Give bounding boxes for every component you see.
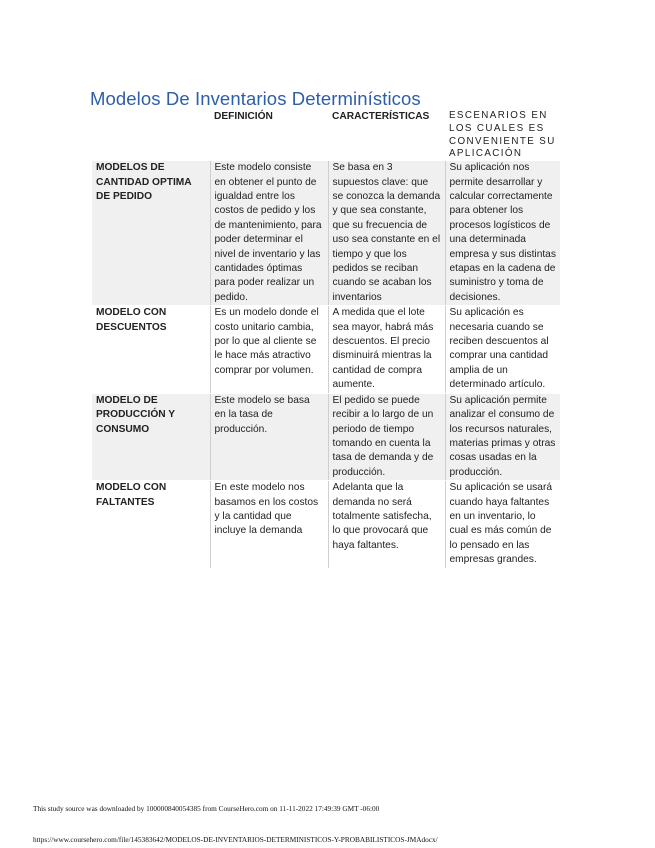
model-scenarios: Su aplicación permite analizar el consumo de los recursos naturales, materias primas y otras cosas usadas en la producción. (445, 393, 560, 480)
model-definition: Este modelo se basa en la tasa de producción. (210, 393, 328, 480)
table-row (92, 393, 560, 480)
model-name: MODELO CON DESCUENTOS (92, 306, 210, 393)
model-characteristics: A medida que el lote sea mayor, habrá más descuentos. El precio disminuirá mientras la cantidad de compra aumente. (328, 306, 445, 393)
model-name: MODELO DE PRODUCCIÓN Y CONSUMO (92, 393, 210, 480)
model-name: MODELO CON FALTANTES (92, 481, 210, 568)
document-title: Modelos De Inventarios Determinísticos (90, 88, 421, 109)
model-definition: En este modelo nos basamos en los costos y la cantidad que incluye la demanda (210, 481, 328, 568)
table-row (92, 161, 560, 306)
source-url: https://www.coursehero.com/file/145383642/MODELOS-DE-INVENTARIOS-DETERMINISTICOS-Y-PROBABILISTICOS-JMAdocx/ (33, 835, 438, 844)
header-definition: DEFINICIÓN (214, 111, 273, 122)
model-definition: Es un modelo donde el costo unitario cambia, por lo que al cliente se le hace más atractivo comprar por volumen. (210, 306, 328, 393)
model-characteristics: Se basa en 3 supuestos clave: que se conozca la demanda y que sea constante, que su frecuencia de uso sea constante en el tiempo y que los pedidos se reciban cuando se acaban los inventarios (328, 161, 445, 306)
model-name: MODELOS DE CANTIDAD OPTIMA DE PEDIDO (92, 161, 210, 306)
inventory-models-table (92, 110, 560, 569)
model-characteristics: El pedido se puede recibir a lo largo de un periodo de tiempo tomando en cuenta la tasa de demanda y de producción. (328, 393, 445, 480)
table-header-row (92, 110, 560, 161)
header-empty (92, 110, 210, 161)
table-row (92, 481, 560, 568)
model-scenarios: Su aplicación es necesaria cuando se reciben descuentos al comprar una cantidad amplia de un determinado artículo. (445, 306, 560, 393)
model-scenarios: Su aplicación nos permite desarrollar y calcular correctamente para obtener los procesos logísticos de una determinada empresa y sus distintas etapas en la cadena de suministro y toma de decisiones. (445, 161, 560, 306)
download-source-note: This study source was downloaded by 100000840054385 from CourseHero.com on 11-11-2022 17:49:39 GMT -06:00 (33, 804, 380, 813)
model-scenarios: Su aplicación se usará cuando haya faltantes en un inventario, lo cual es más común de lo pensado en las empresas grandes. (445, 481, 560, 568)
model-definition: Este modelo consiste en obtener el punto de igualdad entre los costos de pedido y los de mantenimiento, para poder determinar el nivel de inventario y las cantidades óptimas para poder realizar un pedido. (210, 161, 328, 306)
header-characteristics: CARACTERÍSTICAS (332, 111, 430, 122)
model-characteristics: Adelanta que la demanda no será totalmente satisfecha, lo que provocará que haya faltantes. (328, 481, 445, 568)
header-scenarios: ESCENARIOS EN LOS CUALES ES CONVENIENTE SU APLICACIÓN (449, 110, 556, 160)
table-row (92, 306, 560, 393)
